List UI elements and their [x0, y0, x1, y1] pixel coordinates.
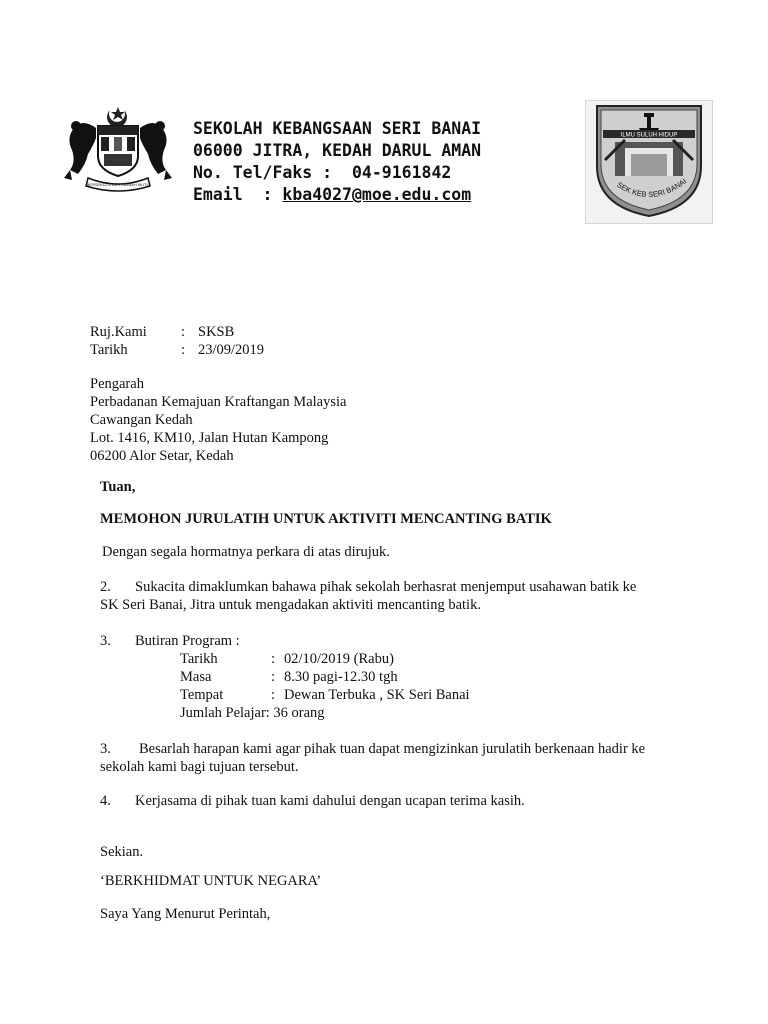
closing-sekian: Sekian. [100, 844, 144, 860]
detail-time-colon: : [271, 669, 276, 685]
email-separator: : [242, 185, 283, 204]
para3b-number: 3. [100, 741, 111, 757]
crest-motto: BERSEKUTU BERTAMBAH MUTU [86, 182, 150, 187]
opening-line: Dengan segala hormatnya perkara di atas dirujuk. [102, 544, 390, 560]
para4-line1: Kerjasama di pihak tuan kami dahului dengan ucapan terima kasih. [135, 793, 525, 809]
email-link[interactable]: kba4027@moe.edu.com [282, 185, 472, 204]
school-name: SEKOLAH KEBANGSAAN SERI BANAI [193, 119, 482, 138]
school-email [193, 184, 481, 206]
detail-venue-value: Dewan Terbuka , SK Seri Banai [284, 687, 470, 703]
school-address: 06000 JITRA, KEDAH DARUL AMAN [193, 141, 482, 160]
para3-title: Butiran Program : [135, 633, 240, 649]
closing-motto: ‘BERKHIDMAT UNTUK NEGARA’ [100, 873, 322, 889]
date-colon: : [181, 342, 186, 358]
ref-label: Ruj.Kami [90, 324, 147, 340]
detail-date-value: 02/10/2019 (Rabu) [284, 651, 394, 667]
recipient-address [90, 375, 346, 465]
ref-value: SKSB [198, 324, 235, 340]
date-label: Tarikh [90, 342, 128, 358]
detail-venue-colon: : [271, 687, 276, 703]
phone-number: 04-9161842 [351, 163, 452, 182]
detail-venue-label: Tempat [180, 687, 224, 703]
recipient-line: Cawangan Kedah [90, 412, 193, 428]
detail-date-colon: : [271, 651, 276, 667]
subject-line: MEMOHON JURULATIH UNTUK AKTIVITI MENCANTING BATIK [100, 511, 552, 527]
date-value: 23/09/2019 [198, 342, 265, 358]
para3-number: 3. [100, 633, 111, 649]
para2-line2: SK Seri Banai, Jitra untuk mengadakan aktiviti mencanting batik. [100, 597, 481, 613]
ref-colon: : [181, 324, 186, 340]
recipient-line: Perbadanan Kemajuan Kraftangan Malaysia [90, 394, 347, 410]
para3b-line2: sekolah kami bagi tujuan tersebut. [100, 759, 299, 775]
recipient-line: 06200 Alor Setar, Kedah [90, 448, 234, 464]
badge-text: SEK KEB SERI BANAI [615, 176, 689, 200]
para2-line1: Sukacita dimaklumkan bahawa pihak sekolah berhasrat menjemput usahawan batik ke [135, 579, 637, 595]
email-label: Email [193, 185, 243, 204]
para4-number: 4. [100, 793, 111, 809]
recipient-line: Lot. 1416, KM10, Jalan Hutan Kampong [90, 430, 329, 446]
para2-number: 2. [100, 579, 111, 595]
salutation: Tuan, [100, 479, 136, 495]
detail-time-value: 8.30 pagi-12.30 tgh [284, 669, 398, 685]
school-letterhead [193, 118, 481, 206]
phone-label: No. Tel/Faks [193, 163, 313, 182]
detail-date-label: Tarikh [180, 651, 218, 667]
closing-signoff: Saya Yang Menurut Perintah, [100, 906, 271, 922]
detail-student-count: Jumlah Pelajar: 36 orang [180, 705, 325, 721]
phone-separator: : [312, 163, 352, 182]
para3b-line1: Besarlah harapan kami agar pihak tuan dapat mengizinkan jurulatih berkenaan hadir ke [139, 741, 646, 757]
detail-time-label: Masa [180, 669, 212, 685]
recipient-line: Pengarah [90, 376, 144, 392]
malaysia-coat-of-arms-logo [60, 104, 176, 194]
school-phone [193, 162, 481, 184]
school-badge-logo [585, 100, 713, 224]
badge-banner: ILMU SULUH HIDUP [620, 132, 678, 139]
